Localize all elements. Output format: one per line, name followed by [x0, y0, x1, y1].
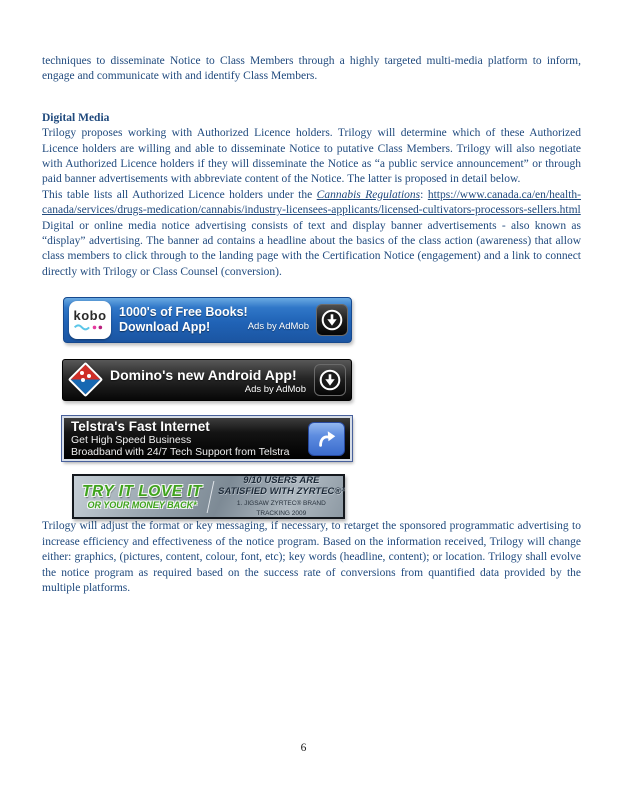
link-paragraph-prefix: This table lists all Authorized Licence holders under the: [42, 188, 317, 201]
zyrtec-footnote-line2: TRACKING 2009: [256, 509, 307, 517]
dominos-banner-ad: [62, 359, 352, 401]
paragraph-display-advertising: Digital or online media notice advertising consists of text and display banner advertisements - also known as “display” advertising. The banner ad contains a headline about the basics of the class action (awareness) that allow class members to click through to the landing page with the Certification Notice (engagement) and a link to connect directly with Trilogy or Class Counsel (conversion).: [42, 219, 581, 278]
zyrtec-claim-line1: 9/10 USERS ARE: [243, 475, 320, 487]
curved-arrow-icon: [316, 428, 338, 450]
telstra-subline-2: Broadband with 24/7 Tech Support from Telstra: [71, 445, 290, 458]
telstra-banner-ad: [62, 416, 352, 461]
zyrtec-claim-line2: SATISFIED WITH ZYRTEC®¹: [218, 485, 345, 497]
kobo-wave-icon: [73, 322, 107, 331]
link-paragraph-colon: :: [420, 188, 428, 201]
paragraph-trilogy-proposal: Trilogy proposes working with Authorized Licence holders. Trilogy will determine which of these Authorized Licence holders are willing and able to disseminate Notice to putative Class Members. Trilogy will also negotiate with Authorized Licence holders if they will disseminate the Notice as “a public service announcement” or through paid banner advertisements with abbreviate content of the Notice. The latter is proposed in detail below.: [42, 127, 581, 186]
kobo-headline-line2: Download App!: [119, 320, 211, 335]
kobo-logo: [69, 301, 111, 339]
zyrtec-claim-block: [218, 476, 344, 517]
download-icon: [320, 308, 344, 332]
dominos-diamond-icon: [68, 362, 103, 397]
dominos-logo: [68, 362, 104, 398]
paragraph-licence-holders-link: [42, 188, 581, 219]
zyrtec-slogan-block: [82, 484, 202, 510]
zyrtec-footnote-line1: 1. JIGSAW ZYRTEC® BRAND: [236, 499, 326, 507]
kobo-headline: [119, 305, 248, 335]
zyrtec-headline: TRY IT LOVE IT: [82, 482, 203, 500]
telstra-text-block: [71, 420, 290, 458]
page-number: 6: [300, 742, 307, 754]
kobo-headline-line1: 1000's of Free Books!: [119, 305, 248, 320]
kobo-ads-by-admob-label: Ads by AdMob: [247, 320, 309, 332]
dominos-download-button: [314, 364, 346, 396]
canada-health-url-link[interactable]: https://www.canada.ca/en/health-canada/services/drugs-medication/cannabis/industry-licensees-applicants/licensed-cultivators-processors-sellers.html: [42, 188, 582, 217]
dominos-text-block: [104, 365, 314, 395]
zyrtec-money-back-line: OR YOUR MONEY BACK*: [87, 499, 197, 510]
kobo-logo-text: kobo: [73, 308, 107, 324]
paragraph-intro: techniques to disseminate Notice to Class Members through a highly targeted multi-media platform to inform, engage and communicate with and identify Class Members.: [42, 55, 581, 83]
kobo-banner-ad: [63, 297, 352, 343]
dominos-headline: Domino's new Android App!: [110, 367, 297, 384]
telstra-go-button: [308, 422, 345, 456]
paragraph-retargeting: Trilogy will adjust the format or key messaging, if necessary, to retarget the sponsored programmatic advertising to increase efficiency and effectiveness of the notice program. Based on the information received, Trilogy will change either: graphics, (pictures, content, colour, font, etc); key words (headline, content); or location. Trilogy shall evolve the notice program as required based on the success rate of conversions from quantified data provided by the multiple platforms.: [42, 520, 581, 594]
banner-ad-examples: [42, 297, 581, 519]
telstra-subline-1: Get High Speed Business: [71, 433, 192, 446]
cannabis-regulations-link[interactable]: Cannabis Regulations: [316, 188, 421, 201]
section-heading-digital-media: Digital Media: [42, 111, 110, 124]
dominos-ads-by-admob-label: Ads by AdMob: [244, 384, 306, 396]
download-icon: [318, 368, 342, 392]
telstra-headline: Telstra's Fast Internet: [71, 418, 210, 434]
zyrtec-banner-ad: [72, 474, 345, 519]
kobo-download-button: [316, 304, 348, 336]
zyrtec-divider: [207, 481, 215, 513]
